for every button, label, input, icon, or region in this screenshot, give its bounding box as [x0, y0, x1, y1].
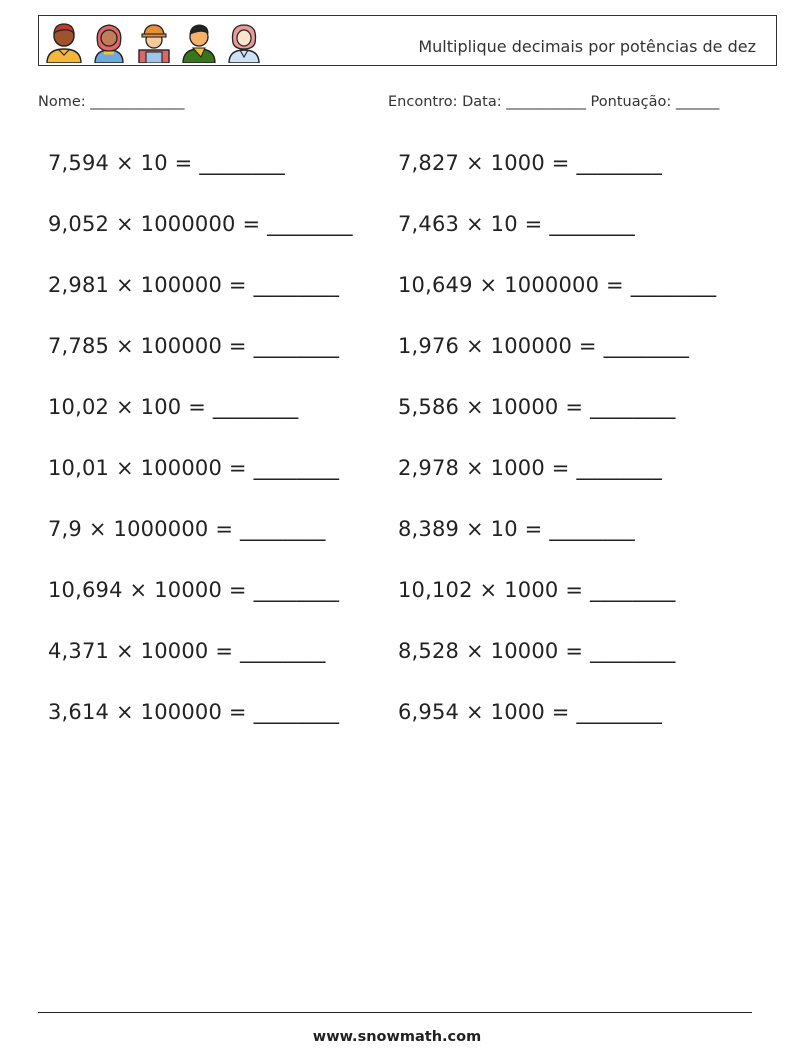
- problem-item: 7,463 × 10 = ________: [398, 212, 635, 236]
- problem-item: 7,9 × 1000000 = ________: [48, 517, 326, 541]
- problem-item: 10,02 × 100 = ________: [48, 395, 299, 419]
- problem-item: 7,827 × 1000 = ________: [398, 151, 663, 175]
- name-field-label: Nome: _____________: [38, 94, 185, 110]
- page-title: Multiplique decimais por potências de dez: [418, 37, 756, 56]
- problem-item: 10,01 × 100000 = ________: [48, 456, 340, 480]
- problem-item: 2,981 × 100000 = ________: [48, 273, 340, 297]
- problem-item: 7,785 × 100000 = ________: [48, 334, 340, 358]
- problem-item: 9,052 × 1000000 = ________: [48, 212, 353, 236]
- footer-divider: [38, 1012, 752, 1013]
- woman-red-hair-icon: [90, 19, 128, 63]
- problem-item: 7,594 × 10 = ________: [48, 151, 285, 175]
- header-box: [38, 15, 777, 66]
- worker-hardhat-icon: [135, 19, 173, 63]
- avatar-row: [45, 19, 263, 63]
- problem-item: 10,649 × 1000000 = ________: [398, 273, 717, 297]
- problem-item: 5,586 × 10000 = ________: [398, 395, 676, 419]
- problem-item: 8,528 × 10000 = ________: [398, 639, 676, 663]
- problem-item: 4,371 × 10000 = ________: [48, 639, 326, 663]
- person-green-scarf-icon: [180, 19, 218, 63]
- problem-item: 10,694 × 10000 = ________: [48, 578, 340, 602]
- problem-item: 3,614 × 100000 = ________: [48, 700, 340, 724]
- problem-item: 8,389 × 10 = ________: [398, 517, 635, 541]
- problem-item: 10,102 × 1000 = ________: [398, 578, 676, 602]
- problem-item: 1,976 × 100000 = ________: [398, 334, 690, 358]
- footer-url: www.snowmath.com: [312, 1029, 482, 1045]
- date-score-label: Encontro: Data: ___________ Pontuação: ______: [388, 94, 720, 110]
- woman-pink-icon: [225, 19, 263, 63]
- problem-item: 2,978 × 1000 = ________: [398, 456, 663, 480]
- problem-item: 6,954 × 1000 = ________: [398, 700, 663, 724]
- person-orange-shirt-icon: [45, 19, 83, 63]
